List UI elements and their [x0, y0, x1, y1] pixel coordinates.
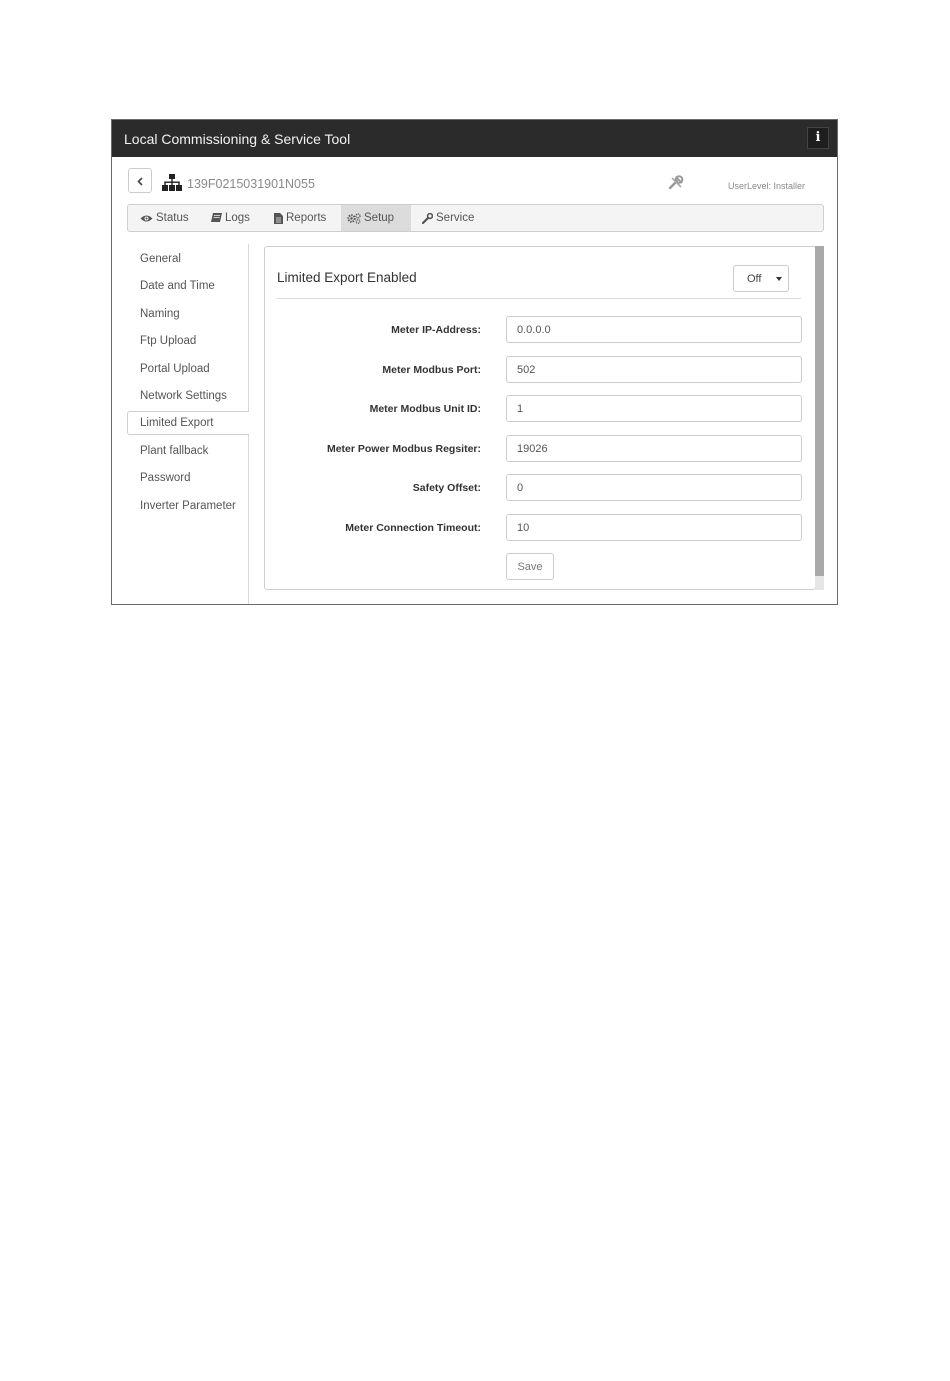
meter-power-register-input[interactable] — [506, 435, 802, 462]
cogs-icon — [347, 213, 361, 224]
meter-ip-label: Meter IP-Address: — [391, 324, 481, 336]
divider — [277, 298, 801, 299]
tab-label: Service — [436, 212, 475, 224]
tab-label: Status — [156, 212, 189, 224]
meter-modbus-port-input[interactable] — [506, 356, 802, 383]
tab-service[interactable] — [416, 205, 480, 231]
sitemap-icon — [162, 174, 182, 191]
app-title: Local Commissioning & Service Tool — [124, 131, 351, 147]
meter-modbus-unit-id-label: Meter Modbus Unit ID: — [369, 403, 481, 415]
limited-export-select[interactable] — [733, 265, 789, 292]
sidebar-item-inverter-parameter[interactable]: Inverter Parameter — [140, 500, 236, 512]
sidebar-item-network-settings[interactable]: Network Settings — [140, 390, 227, 402]
tab-label: Reports — [286, 212, 327, 224]
title-bar — [112, 120, 837, 157]
safety-offset-label: Safety Offset: — [412, 482, 481, 494]
save-button[interactable]: Save — [506, 553, 554, 580]
sidebar-item-limited-export[interactable]: Limited Export — [127, 411, 249, 435]
panel-scrollbar[interactable] — [815, 246, 824, 590]
main-nav — [127, 204, 824, 232]
tools-icon[interactable] — [668, 175, 685, 191]
limited-export-panel — [264, 246, 816, 590]
tab-label: Logs — [225, 212, 250, 224]
setup-sidebar — [112, 244, 249, 605]
tab-reports[interactable] — [268, 205, 332, 231]
meter-modbus-unit-id-input[interactable] — [506, 395, 802, 422]
sidebar-item-plant-fallback[interactable]: Plant fallback — [140, 445, 209, 457]
caret-down-icon — [776, 277, 782, 281]
scrollbar-thumb[interactable] — [815, 246, 824, 576]
sidebar-item-date-and-time[interactable]: Date and Time — [140, 280, 215, 292]
meter-connection-timeout-label: Meter Connection Timeout: — [345, 522, 481, 534]
tab-setup[interactable] — [341, 205, 411, 231]
document-icon — [274, 213, 283, 224]
info-button[interactable]: i — [807, 127, 829, 149]
meter-ip-input[interactable] — [506, 316, 802, 343]
sidebar-item-naming[interactable]: Naming — [140, 308, 180, 320]
panel-title: Limited Export Enabled — [277, 270, 417, 285]
tab-label: Setup — [364, 212, 395, 224]
sidebar-item-general[interactable]: General — [140, 253, 181, 265]
select-value: Off — [747, 273, 762, 285]
app-window — [111, 119, 838, 605]
sidebar-item-portal-upload[interactable]: Portal Upload — [140, 363, 210, 375]
wrench-icon — [422, 213, 433, 224]
tab-status[interactable] — [134, 205, 195, 231]
book-icon — [211, 213, 222, 223]
meter-power-register-label: Meter Power Modbus Regsiter: — [326, 443, 481, 455]
sidebar-item-password[interactable]: Password — [140, 472, 191, 484]
safety-offset-input[interactable] — [506, 474, 802, 501]
back-button[interactable] — [128, 168, 152, 193]
chevron-left-icon — [137, 177, 143, 186]
eye-icon — [140, 214, 153, 223]
device-serial: 139F0215031901N055 — [187, 177, 315, 191]
meter-connection-timeout-input[interactable] — [506, 514, 802, 541]
meter-modbus-port-label: Meter Modbus Port: — [382, 364, 481, 376]
tab-logs[interactable] — [205, 205, 256, 231]
user-level: UserLevel: Installer — [728, 181, 806, 191]
sidebar-item-ftp-upload[interactable]: Ftp Upload — [140, 335, 197, 347]
